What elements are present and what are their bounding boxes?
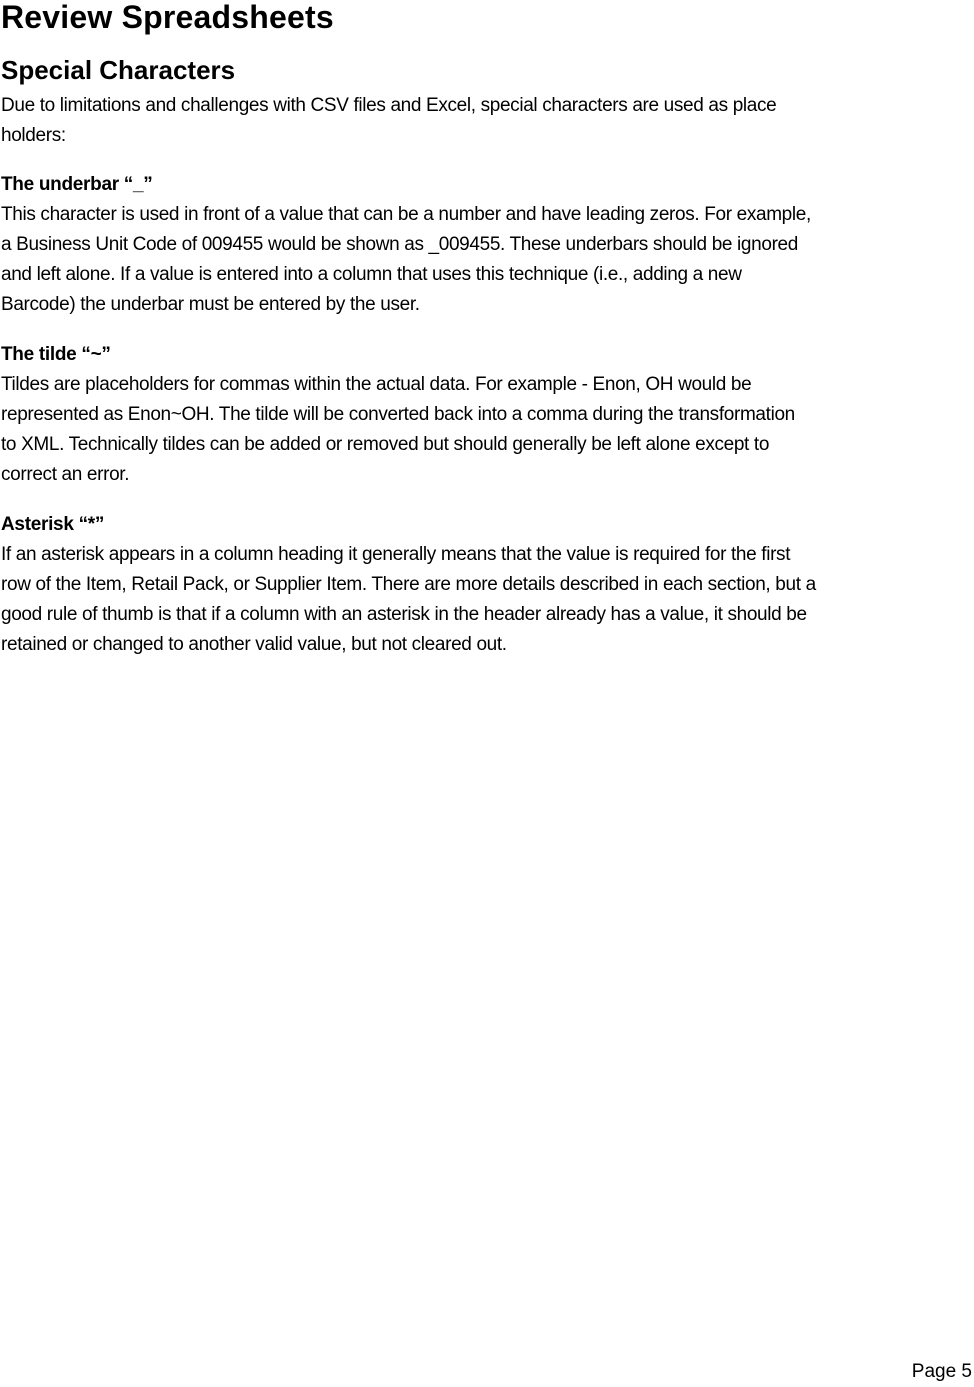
subsection-heading: The tilde “~” bbox=[1, 344, 111, 365]
paragraph-line: If an asterisk appears in a column heading it generally means that the value is required for the first bbox=[1, 544, 791, 565]
intro-paragraph bbox=[1, 91, 776, 151]
subsection-tilde bbox=[1, 340, 795, 490]
paragraph-line: retained or changed to another valid value, but not cleared out. bbox=[1, 634, 507, 655]
paragraph-line: This character is used in front of a value that can be a number and have leading zeros. For example, bbox=[1, 204, 811, 225]
paragraph-line: row of the Item, Retail Pack, or Supplier Item. There are more details described in each section, but a bbox=[1, 574, 816, 595]
paragraph-line: a Business Unit Code of 009455 would be shown as _009455. These underbars should be ignored bbox=[1, 234, 798, 255]
section-title: Special Characters bbox=[1, 55, 236, 85]
paragraph-line: Tildes are placeholders for commas within the actual data. For example - Enon, OH would be bbox=[1, 374, 752, 395]
paragraph-line: good rule of thumb is that if a column with an asterisk in the header already has a value, it should be bbox=[1, 604, 807, 625]
paragraph-line: and left alone. If a value is entered into a column that uses this technique (i.e., adding a new bbox=[1, 264, 742, 285]
paragraph-line: correct an error. bbox=[1, 464, 130, 485]
subsection-heading: Asterisk “*” bbox=[1, 514, 105, 535]
subsection-underbar bbox=[1, 170, 811, 320]
paragraph-line: to XML. Technically tildes can be added or removed but should generally be left alone except to bbox=[1, 434, 770, 455]
paragraph-line: represented as Enon~OH. The tilde will be converted back into a comma during the transformation bbox=[1, 404, 795, 425]
page-number: Page 5 bbox=[911, 1361, 972, 1382]
intro-line: Due to limitations and challenges with CSV files and Excel, special characters are used as place bbox=[1, 95, 777, 116]
paragraph-line: Barcode) the underbar must be entered by the user. bbox=[1, 294, 420, 315]
subsection-heading: The underbar “_” bbox=[1, 174, 153, 195]
intro-line: holders: bbox=[1, 125, 66, 146]
page-title: Review Spreadsheets bbox=[1, 0, 334, 35]
subsection-asterisk bbox=[1, 510, 816, 660]
